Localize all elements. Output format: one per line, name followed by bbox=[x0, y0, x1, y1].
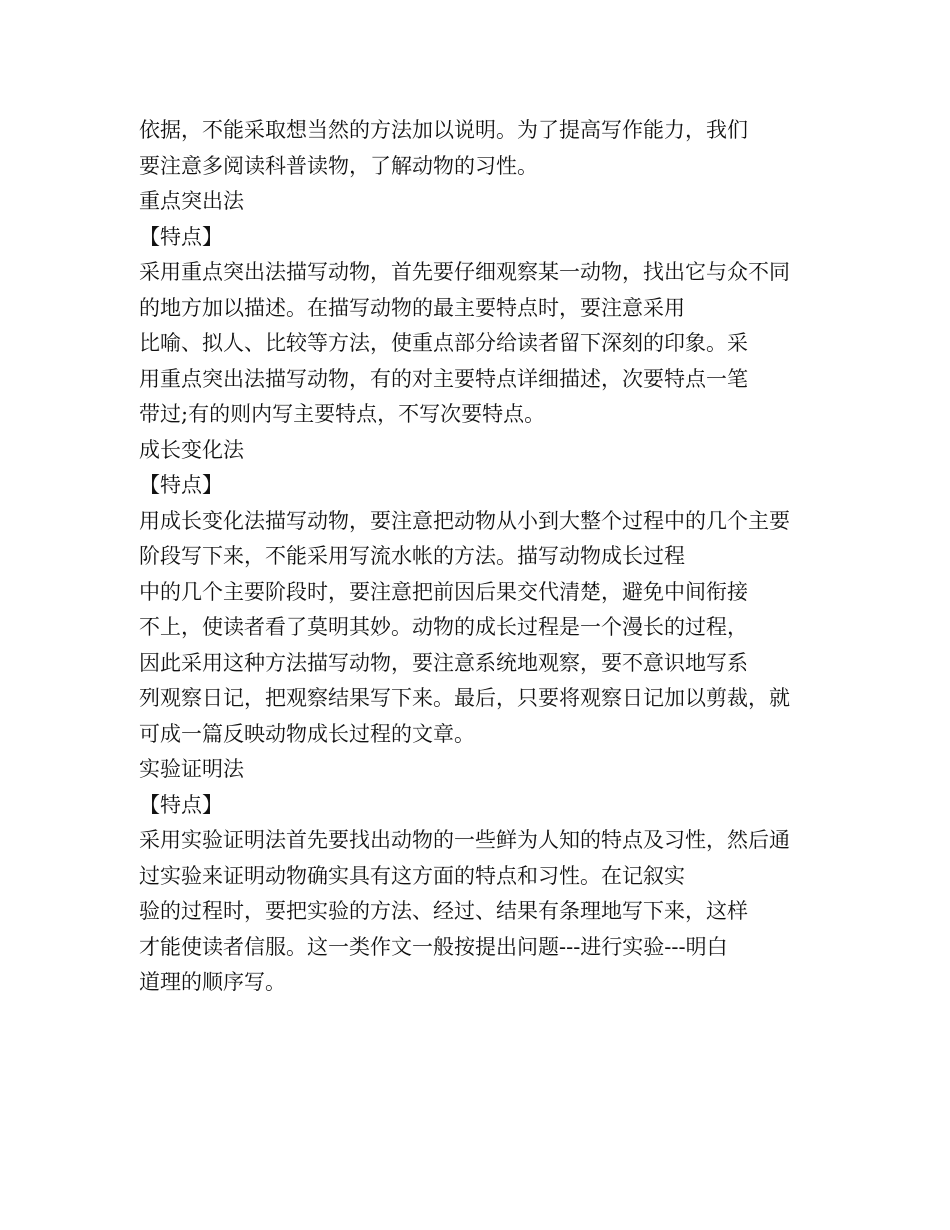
heading-emphasis-method: 重点突出法 bbox=[139, 189, 244, 213]
text-line: 道理的顺序写。 bbox=[139, 970, 286, 994]
text-line: 才能使读者信服。这一类作文一般按提出问题---进行实验---明白 bbox=[139, 934, 728, 959]
text-line: 带过;有的则内写主要特点，不写次要特点。 bbox=[139, 402, 546, 426]
text-line: 因此采用这种方法描写动物，要注意系统地观察，要不意识地写系 bbox=[139, 650, 748, 675]
text-line: 采用实验证明法首先要找出动物的一些鲜为人知的特点及习性，然后通 bbox=[139, 828, 790, 852]
text-line: 比喻、拟人、比较等方法，使重点部分给读者留下深刻的印象。采 bbox=[139, 331, 748, 355]
text-line: 可成一篇反映动物成长过程的文章。 bbox=[139, 721, 475, 746]
text-line: 采用重点突出法描写动物，首先要仔细观察某一动物，找出它与众不同 bbox=[139, 260, 790, 284]
text-line: 不上，使读者看了莫明其妙。动物的成长过程是一个漫长的过程， bbox=[139, 615, 748, 639]
feature-label: 【特点】 bbox=[139, 792, 223, 817]
text-line: 列观察日记，把观察结果写下来。最后，只要将观察日记加以剪裁，就 bbox=[139, 686, 790, 710]
heading-experiment-method: 实验证明法 bbox=[139, 757, 244, 781]
text-line: 依据，不能采取想当然的方法加以说明。为了提高写作能力，我们 bbox=[139, 118, 748, 142]
feature-label: 【特点】 bbox=[139, 224, 223, 249]
text-line: 用重点突出法描写动物，有的对主要特点详细描述，次要特点一笔 bbox=[139, 366, 748, 391]
text-line: 中的几个主要阶段时，要注意把前因后果交代清楚，避免中间衔接 bbox=[139, 579, 748, 604]
text-line: 过实验来证明动物确实具有这方面的特点和习性。在记叙实 bbox=[139, 863, 685, 888]
text-line: 要注意多阅读科普读物，了解动物的习性。 bbox=[139, 153, 538, 178]
text-line: 用成长变化法描写动物，要注意把动物从小到大整个过程中的几个主要 bbox=[139, 508, 790, 533]
text-line: 验的过程时，要把实验的方法、经过、结果有条理地写下来，这样 bbox=[139, 899, 748, 923]
text-line: 的地方加以描述。在描写动物的最主要特点时，要注意采用 bbox=[139, 295, 685, 320]
heading-growth-method: 成长变化法 bbox=[139, 437, 244, 462]
text-line: 阶段写下来，不能采用写流水帐的方法。描写动物成长过程 bbox=[139, 544, 685, 568]
document-body bbox=[139, 113, 829, 1001]
feature-label: 【特点】 bbox=[139, 473, 223, 497]
